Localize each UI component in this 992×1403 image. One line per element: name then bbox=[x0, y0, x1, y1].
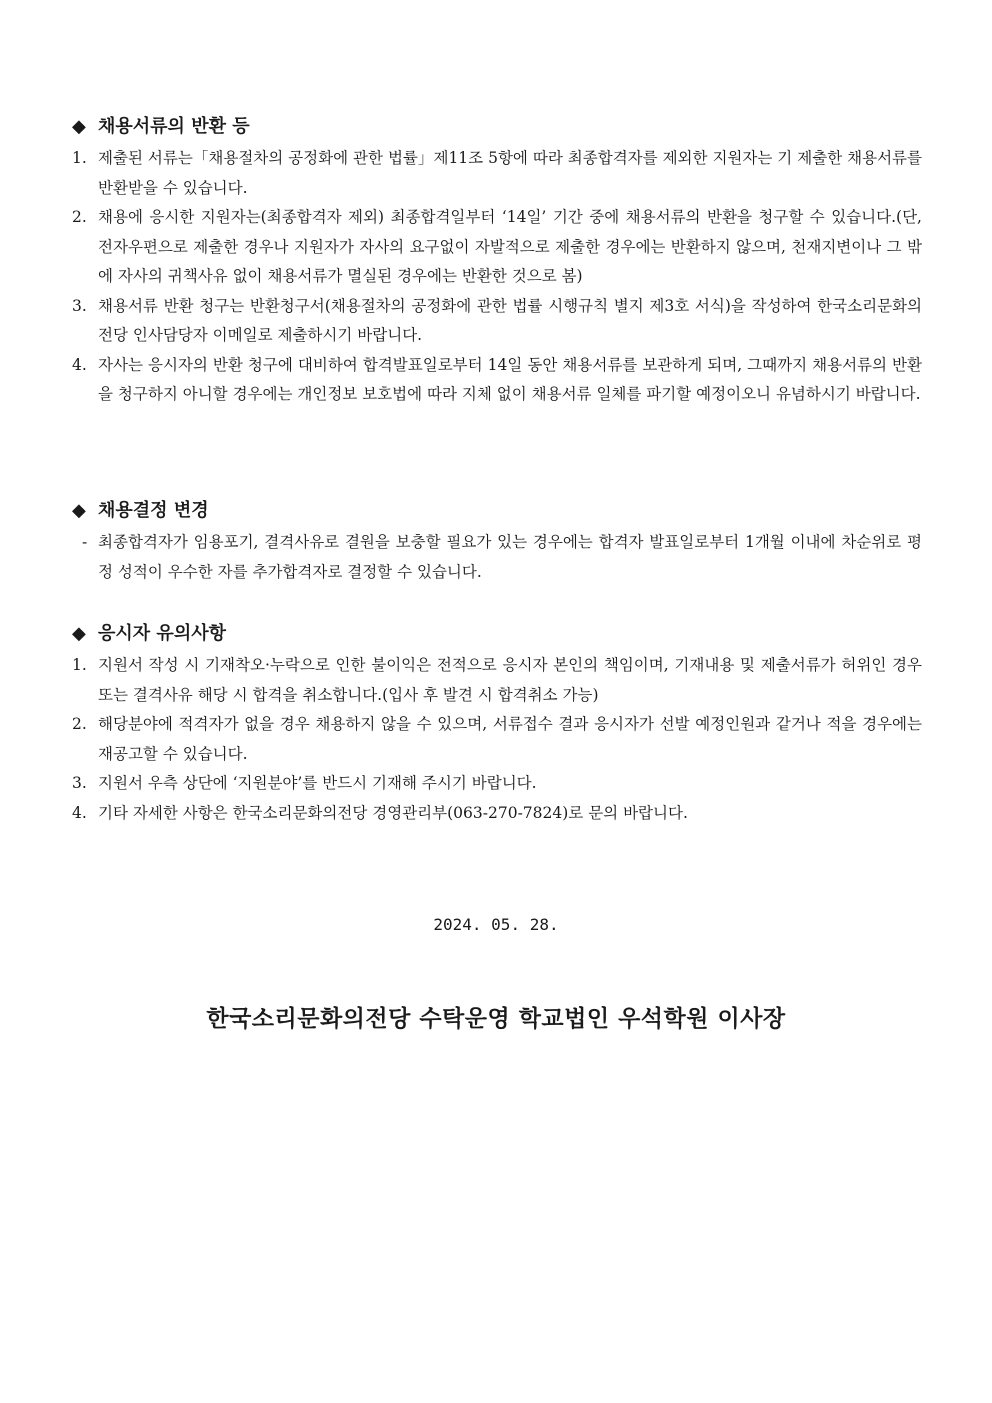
section-applicant-notes bbox=[72, 621, 922, 828]
item-text: 지원서 우측 상단에 ‘지원분야’를 반드시 기재해 주시기 바랍니다. bbox=[98, 774, 537, 792]
item-number: 3. bbox=[72, 296, 87, 315]
section-title: 채용서류의 반환 등 bbox=[98, 116, 250, 137]
section-document-return bbox=[72, 114, 922, 410]
document-date: 2024. 05. 28. bbox=[433, 915, 559, 934]
item-text: 지원서 작성 시 기재착오·누락으로 인한 불이익은 전적으로 응시자 본인의 책임이며, 기재내용 및 제출서류가 허위인 경우 또는 결격사유 해당 시 합격을 취소합니다.(입사 후 발견 시 합격취소 가능) bbox=[98, 656, 922, 704]
section-heading bbox=[72, 621, 922, 647]
item-text: 자사는 응시자의 반환 청구에 대비하여 합격발표일로부터 14일 동안 채용서류를 보관하게 되며, 그때까지 채용서류의 반환을 청구하지 아니할 경우에는 개인정보 보호법에 따라 지체 없이 채용서류 일체를 파기할 예정이오니 유념하시기 바랍니다. bbox=[98, 355, 922, 403]
item-text: 기타 자세한 사항은 한국소리문화의전당 경영관리부(063-270-7824)로 문의 바랍니다. bbox=[98, 803, 688, 822]
section-title: 응시자 유의사항 bbox=[98, 623, 226, 644]
list-item bbox=[72, 292, 922, 351]
list-item bbox=[72, 651, 922, 710]
list-item bbox=[72, 351, 922, 410]
item-number: 4. bbox=[72, 803, 87, 822]
list-item bbox=[72, 203, 922, 292]
item-number: 3. bbox=[72, 774, 87, 792]
item-dash: - bbox=[82, 533, 88, 551]
list-item bbox=[72, 769, 922, 799]
item-text: 채용서류 반환 청구는 반환청구서(채용절차의 공정화에 관한 법률 시행규칙 별지 제3호 서식)을 작성하여 한국소리문화의전당 인사담당자 이메일로 제출하시기 바랍니다. bbox=[98, 296, 922, 344]
section-heading bbox=[72, 114, 922, 140]
item-number: 4. bbox=[72, 355, 87, 374]
list-item bbox=[72, 528, 922, 587]
signature-line: 한국소리문화의전당 수탁운영 학교법인 우석학원 이사장 bbox=[206, 1005, 786, 1032]
item-text: 최종합격자가 임용포기, 결격사유로 결원을 보충할 필요가 있는 경우에는 합격자 발표일로부터 1개월 이내에 차순위로 평정 성적이 우수한 자를 추가합격자로 결정할 수 있습니다. bbox=[98, 533, 922, 581]
list-item bbox=[72, 710, 922, 769]
item-text: 채용에 응시한 지원자는(최종합격자 제외) 최종합격일부터 ‘14일’ 기간 중에 채용서류의 반환을 청구할 수 있습니다.(단, 전자우편으로 제출한 경우나 지원자가 자사의 요구없이 자발적으로 제출한 경우에는 반환하지 않으며, 천재지변이나 그 밖에 자사의 귀책사유 없이 채용서류가 멸실된 경우에는 반환한 것으로 봄) bbox=[98, 208, 922, 285]
item-number: 2. bbox=[72, 208, 87, 226]
item-number: 1. bbox=[72, 149, 87, 167]
section-hiring-decision-change bbox=[72, 498, 922, 587]
diamond-bullet-icon: ◆ bbox=[72, 116, 86, 137]
section-title: 채용결정 변경 bbox=[98, 500, 209, 521]
item-number: 1. bbox=[72, 656, 87, 674]
section-heading bbox=[72, 498, 922, 524]
item-text: 제출된 서류는「채용절차의 공정화에 관한 법률」제11조 5항에 따라 최종합격자를 제외한 지원자는 기 제출한 채용서류를 반환받을 수 있습니다. bbox=[98, 149, 922, 197]
list-item bbox=[72, 144, 922, 203]
list-item bbox=[72, 799, 922, 829]
diamond-bullet-icon: ◆ bbox=[72, 623, 86, 644]
item-number: 2. bbox=[72, 715, 87, 733]
diamond-bullet-icon: ◆ bbox=[72, 500, 86, 521]
item-text: 해당분야에 적격자가 없을 경우 채용하지 않을 수 있으며, 서류접수 결과 응시자가 선발 예정인원과 같거나 적을 경우에는 재공고할 수 있습니다. bbox=[98, 715, 922, 763]
